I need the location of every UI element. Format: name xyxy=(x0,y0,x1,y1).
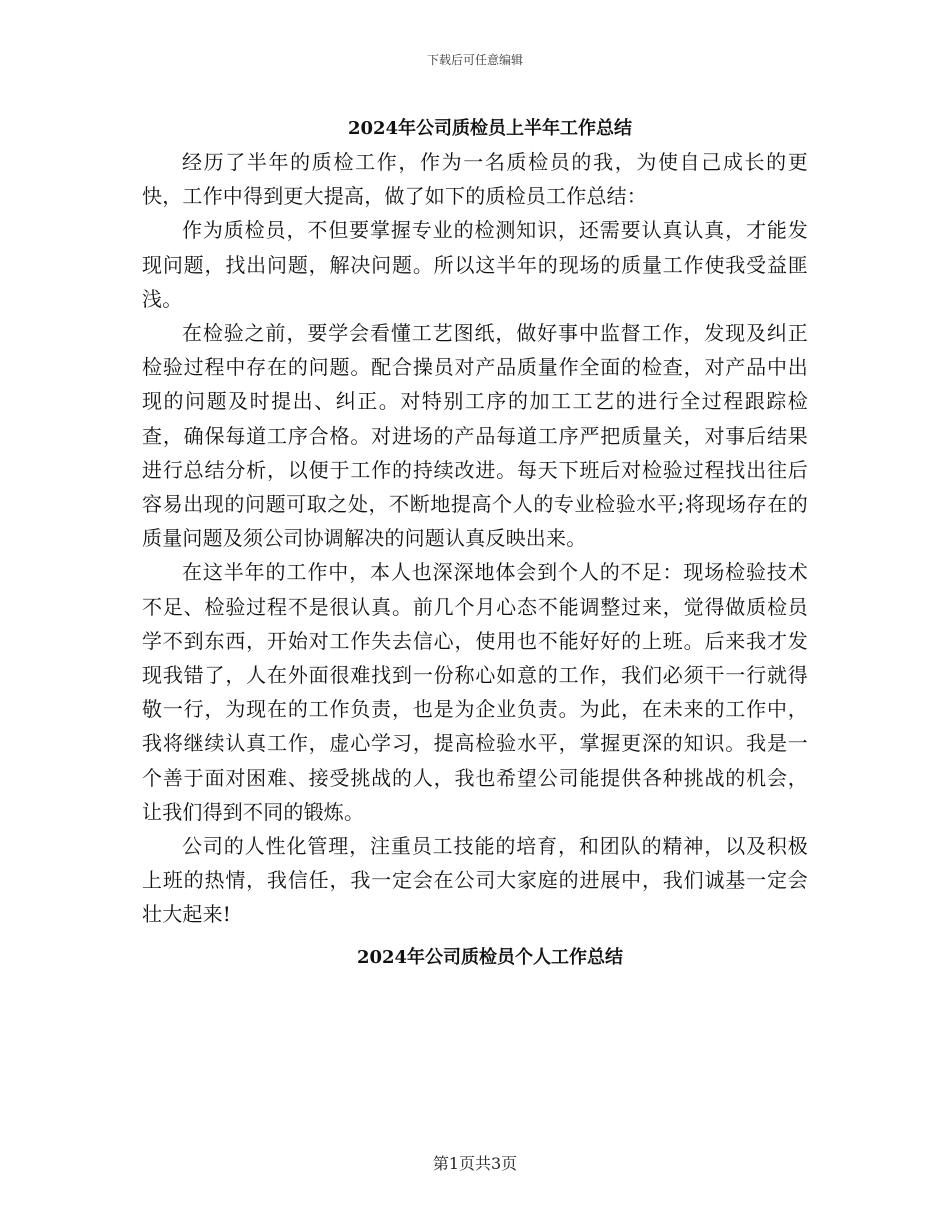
paragraph-intro: 经历了半年的质检工作，作为一名质检员的我，为使自己成长的更快，工作中得到更大提高，做了如下的质检员工作总结： xyxy=(142,150,808,209)
paragraph-role: 作为质检员，不但要掌握专业的检测知识，还需要认真认真，才能发现问题，找出问题，解决问题。所以这半年的现场的质量工作使我受益匪浅。 xyxy=(142,218,808,311)
document-body xyxy=(142,113,808,984)
paragraph-shortcomings: 在这半年的工作中，本人也深深地体会到个人的不足：现场检验技术不足、检验过程不是很认真。前几个月心态不能调整过来，觉得做质检员学不到东西，开始对工作失去信心，使用也不能好好的上班。后来我才发现我错了，人在外面很难找到一份称心如意的工作，我们必须干一行就得敬一行，为现在的工作负责，也是为企业负责。为此，在未来的工作中，我将继续认真工作，虚心学习，提高检验水平，掌握更深的知识。我是一个善于面对困难、接受挑战的人，我也希望公司能提供各种挑战的机会，让我们得到不同的锻炼。 xyxy=(142,560,808,824)
page-header: 下载后可任意编辑 xyxy=(426,53,523,67)
paragraph-inspection-process: 在检验之前，要学会看懂工艺图纸，做好事中监督工作，发现及纠正检验过程中存在的问题。配合操员对产品质量作全面的检查，对产品中出现的问题及时提出、纠正。对特别工序的加工工艺的进行全过程跟踪检查，确保每道工序合格。对进场的产品每道工序严把质量关，对事后结果进行总结分析，以便于工作的持续改进。每天下班后对检验过程找出往后容易出现的问题可取之处，不断地提高个人的专业检验水平;将现场存在的质量问题及须公司协调解决的问题认真反映出来。 xyxy=(142,321,808,551)
paragraph-closing: 公司的人性化管理，注重员工技能的培育，和团队的精神，以及积极上班的热情，我信任，我一定会在公司大家庭的进展中，我们诚基一定会壮大起来! xyxy=(142,834,808,927)
document-title: 2024年公司质检员上半年工作总结 xyxy=(347,118,633,139)
next-section-title: 2024年公司质检员个人工作总结 xyxy=(356,946,624,968)
page-footer: 第1页共3页 xyxy=(432,1154,518,1173)
